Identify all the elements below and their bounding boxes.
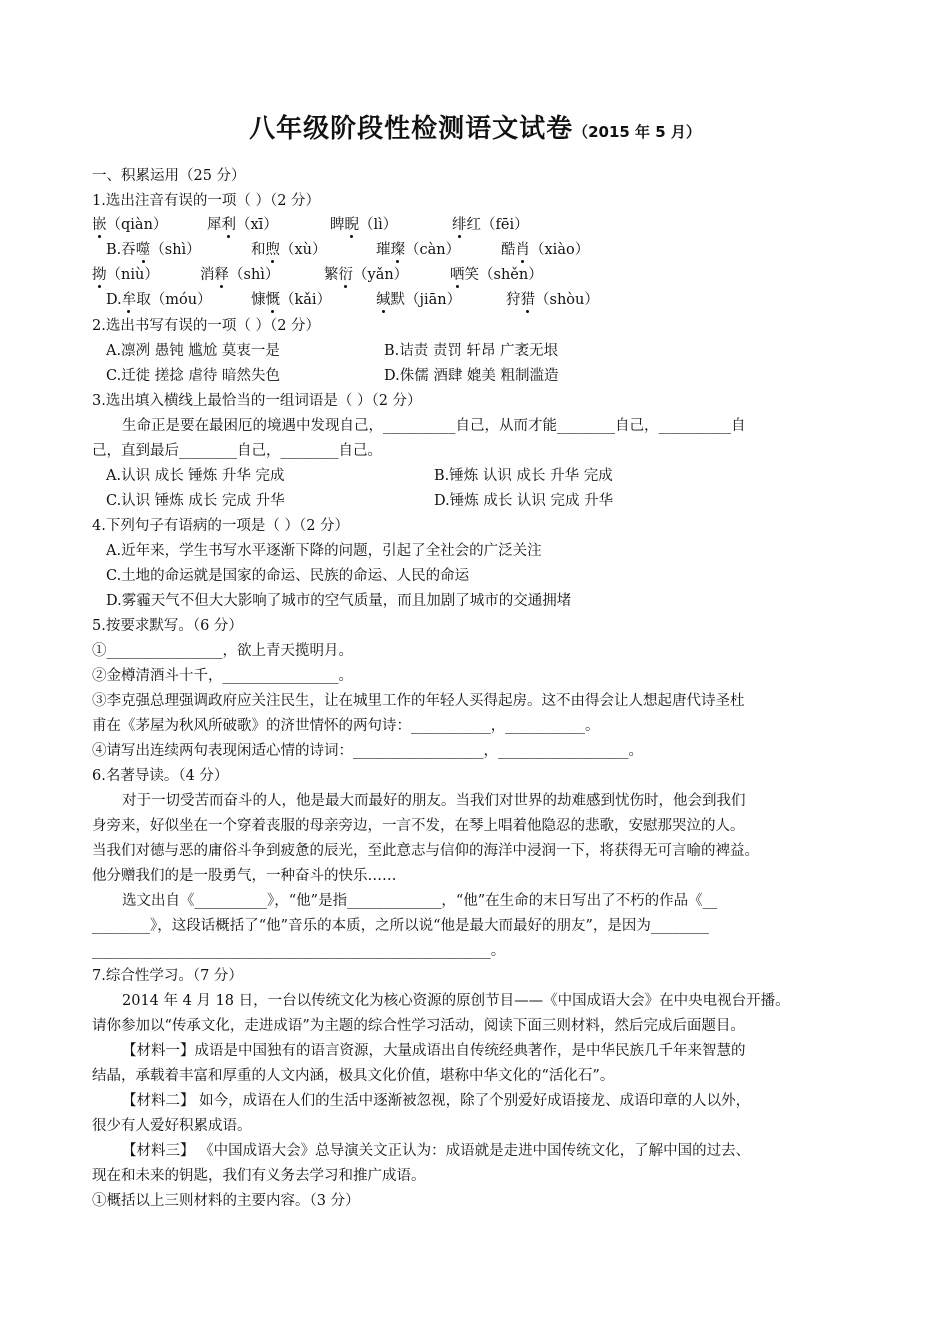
q6-question-line-3: _______________________________________________________。 — [92, 943, 506, 959]
q7-material-2-line-1: 【材料二】 如今，成语在人们的生活中逐渐被忽视，除了个别爱好成语接龙、成语印章的人以外， — [122, 1093, 751, 1109]
q4-option-a: A.近年来，学生书写水平逐渐下降的问题，引起了全社会的广泛关注 — [106, 543, 542, 559]
q1-a-item-4: 绯红（fēi） — [452, 217, 529, 233]
q1-a-item-2: 犀利（xī） — [207, 217, 278, 233]
q6-passage-line-4: 他分赠我们的是一股勇气，一种奋斗的快乐…… — [92, 868, 397, 884]
q3-passage-line-1: 生命正是要在最困厄的境遇中发现自己，__________自己，从而才能________自己，__________自 — [122, 418, 746, 434]
q1-b-item-3: 璀璨（càn） — [376, 242, 461, 258]
q1-b-item-4: 酷肖（xiào） — [501, 242, 590, 258]
question-1: 1.选出注音有误的一项（ ）（2 分） — [92, 193, 321, 209]
q5-item-2: ②金樽清酒斗十千，________________。 — [92, 668, 353, 684]
question-7: 7.综合性学习。（7 分） — [92, 968, 243, 984]
question-4: 4.下列句子有语病的一项是（ ）（2 分） — [92, 518, 350, 534]
q2-options-cd — [106, 366, 858, 386]
q4-option-c: C.土地的命运就是国家的命运、民族的命运、人民的命运 — [106, 568, 470, 584]
q3-option-c: C.认识 锤炼 成长 完成 升华 — [106, 493, 285, 509]
q1-d-item-3: 缄默（jiān） — [376, 292, 462, 308]
q1-b-item-1: B.吞噬（shì） — [106, 242, 201, 258]
q6-question-line-1: 选文出自《__________》，“他”是指_____________，“他”在生命的末日写出了不朽的作品《__ — [122, 893, 718, 909]
q1-option-a-row — [92, 215, 858, 235]
q1-d-item-1: D.牟取（móu） — [106, 292, 212, 308]
q2-option-a: A.凛冽 愚钝 尴尬 莫衷一是 — [106, 343, 280, 359]
q1-c-item-4: 哂笑（shěn） — [450, 267, 543, 283]
q2-options-ab — [106, 341, 858, 361]
q6-question-line-2: ________》，这段话概括了“他”音乐的本质，之所以说“他是最大而最好的朋友”，是因为________ — [92, 918, 709, 934]
q1-d-item-2: 慷慨（kǎi） — [251, 292, 332, 308]
q1-c-item-3: 繁衍（yǎn） — [324, 267, 409, 283]
question-6: 6.名著导读。（4 分） — [92, 768, 229, 784]
q7-material-3-line-2: 现在和未来的钥匙，我们有义务去学习和推广成语。 — [92, 1168, 426, 1184]
question-5: 5.按要求默写。（6 分） — [92, 618, 243, 634]
q7-subquestion-1: ①概括以上三则材料的主要内容。（3 分） — [92, 1193, 360, 1209]
q3-passage-line-2: 己，直到最后________自己，________自己。 — [92, 443, 382, 459]
q7-material-1-line-1: 【材料一】成语是中国独有的语言资源，大量成语出自传统经典著作，是中华民族几千年来智慧的 — [122, 1043, 746, 1059]
q6-passage-line-2: 身旁来，好似坐在一个穿着丧服的母亲旁边，一言不发，在琴上唱着他隐忍的悲歌，安慰那哭泣的人。 — [92, 818, 745, 834]
question-2: 2.选出书写有误的一项（ ）（2 分） — [92, 318, 321, 334]
q7-material-2-line-2: 很少有人爱好积累成语。 — [92, 1118, 252, 1134]
q1-b-item-2: 和煦（xù） — [251, 242, 327, 258]
q3-option-d: D.锤炼 成长 认识 完成 升华 — [434, 493, 614, 509]
q7-material-1-line-2: 结晶，承载着丰富和厚重的人文内涵，极具文化价值，堪称中华文化的“活化石”。 — [92, 1068, 615, 1084]
q1-option-c-row — [92, 265, 858, 285]
q1-a-item-1: 嵌（qiàn） — [92, 217, 168, 233]
q5-item-1: ①________________，欲上青天揽明月。 — [92, 643, 353, 659]
q3-option-b: B.锤炼 认识 成长 升华 完成 — [434, 468, 613, 484]
q2-option-b: B.诘责 责罚 轩昂 广袤无垠 — [384, 343, 559, 359]
question-3: 3.选出填入横线上最恰当的一组词语是（ ）（2 分） — [92, 393, 422, 409]
q3-options-cd — [106, 491, 858, 511]
q1-option-d-row — [106, 290, 858, 310]
q3-options-ab — [106, 466, 858, 486]
title-main: 八年级阶段性检测语文试卷 — [249, 114, 574, 144]
q6-passage-line-3: 当我们对德与恶的庸俗斗争到疲惫的辰光，至此意志与信仰的海洋中浸润一下，将获得无可言喻的裨益。 — [92, 843, 759, 859]
q1-option-b-row — [106, 240, 858, 260]
page-title — [0, 108, 950, 145]
q7-intro-line-1: 2014 年 4 月 18 日，一台以传统文化为核心资源的原创节目——《中国成语大会》在中央电视台开播。 — [122, 993, 790, 1009]
q5-item-4: ④请写出连续两句表现闲适心情的诗词：__________________，__________________。 — [92, 743, 643, 759]
q1-d-item-4: 狩猎（shòu） — [506, 292, 599, 308]
q1-c-item-2: 消释（shì） — [200, 267, 280, 283]
q1-a-item-3: 睥睨（lì） — [330, 217, 398, 233]
title-date: （2015 年 5 月） — [573, 123, 701, 141]
q5-item-3-line-2: 甫在《茅屋为秋风所破歌》的济世情怀的两句诗：___________，___________。 — [92, 718, 600, 734]
q1-c-item-1: 拗（niù） — [92, 267, 159, 283]
q6-passage-line-1: 对于一切受苦而奋斗的人，他是最大而最好的朋友。当我们对世界的劫难感到忧伤时，他会到我们 — [122, 793, 746, 809]
q4-option-d: D.雾霾天气不但大大影响了城市的空气质量，而且加剧了城市的交通拥堵 — [106, 593, 572, 609]
q2-option-d: D.侏儒 酒肆 媲美 粗制滥造 — [384, 368, 559, 384]
section-heading: 一、积累运用（25 分） — [92, 168, 246, 184]
q5-item-3-line-1: ③李克强总理强调政府应关注民生，让在城里工作的年轻人买得起房。这不由得会让人想起唐代诗圣杜 — [92, 693, 745, 709]
q7-intro-line-2: 请你参加以“传承文化，走进成语”为主题的综合性学习活动，阅读下面三则材料，然后完成后面题目。 — [92, 1018, 745, 1034]
q3-option-a: A.认识 成长 锤炼 升华 完成 — [106, 468, 285, 484]
q2-option-c: C.迁徙 搓捻 虐待 暗然失色 — [106, 368, 281, 384]
q7-material-3-line-1: 【材料三】 《中国成语大会》总导演关文正认为：成语就是走进中国传统文化，了解中国的过去、 — [122, 1143, 751, 1159]
